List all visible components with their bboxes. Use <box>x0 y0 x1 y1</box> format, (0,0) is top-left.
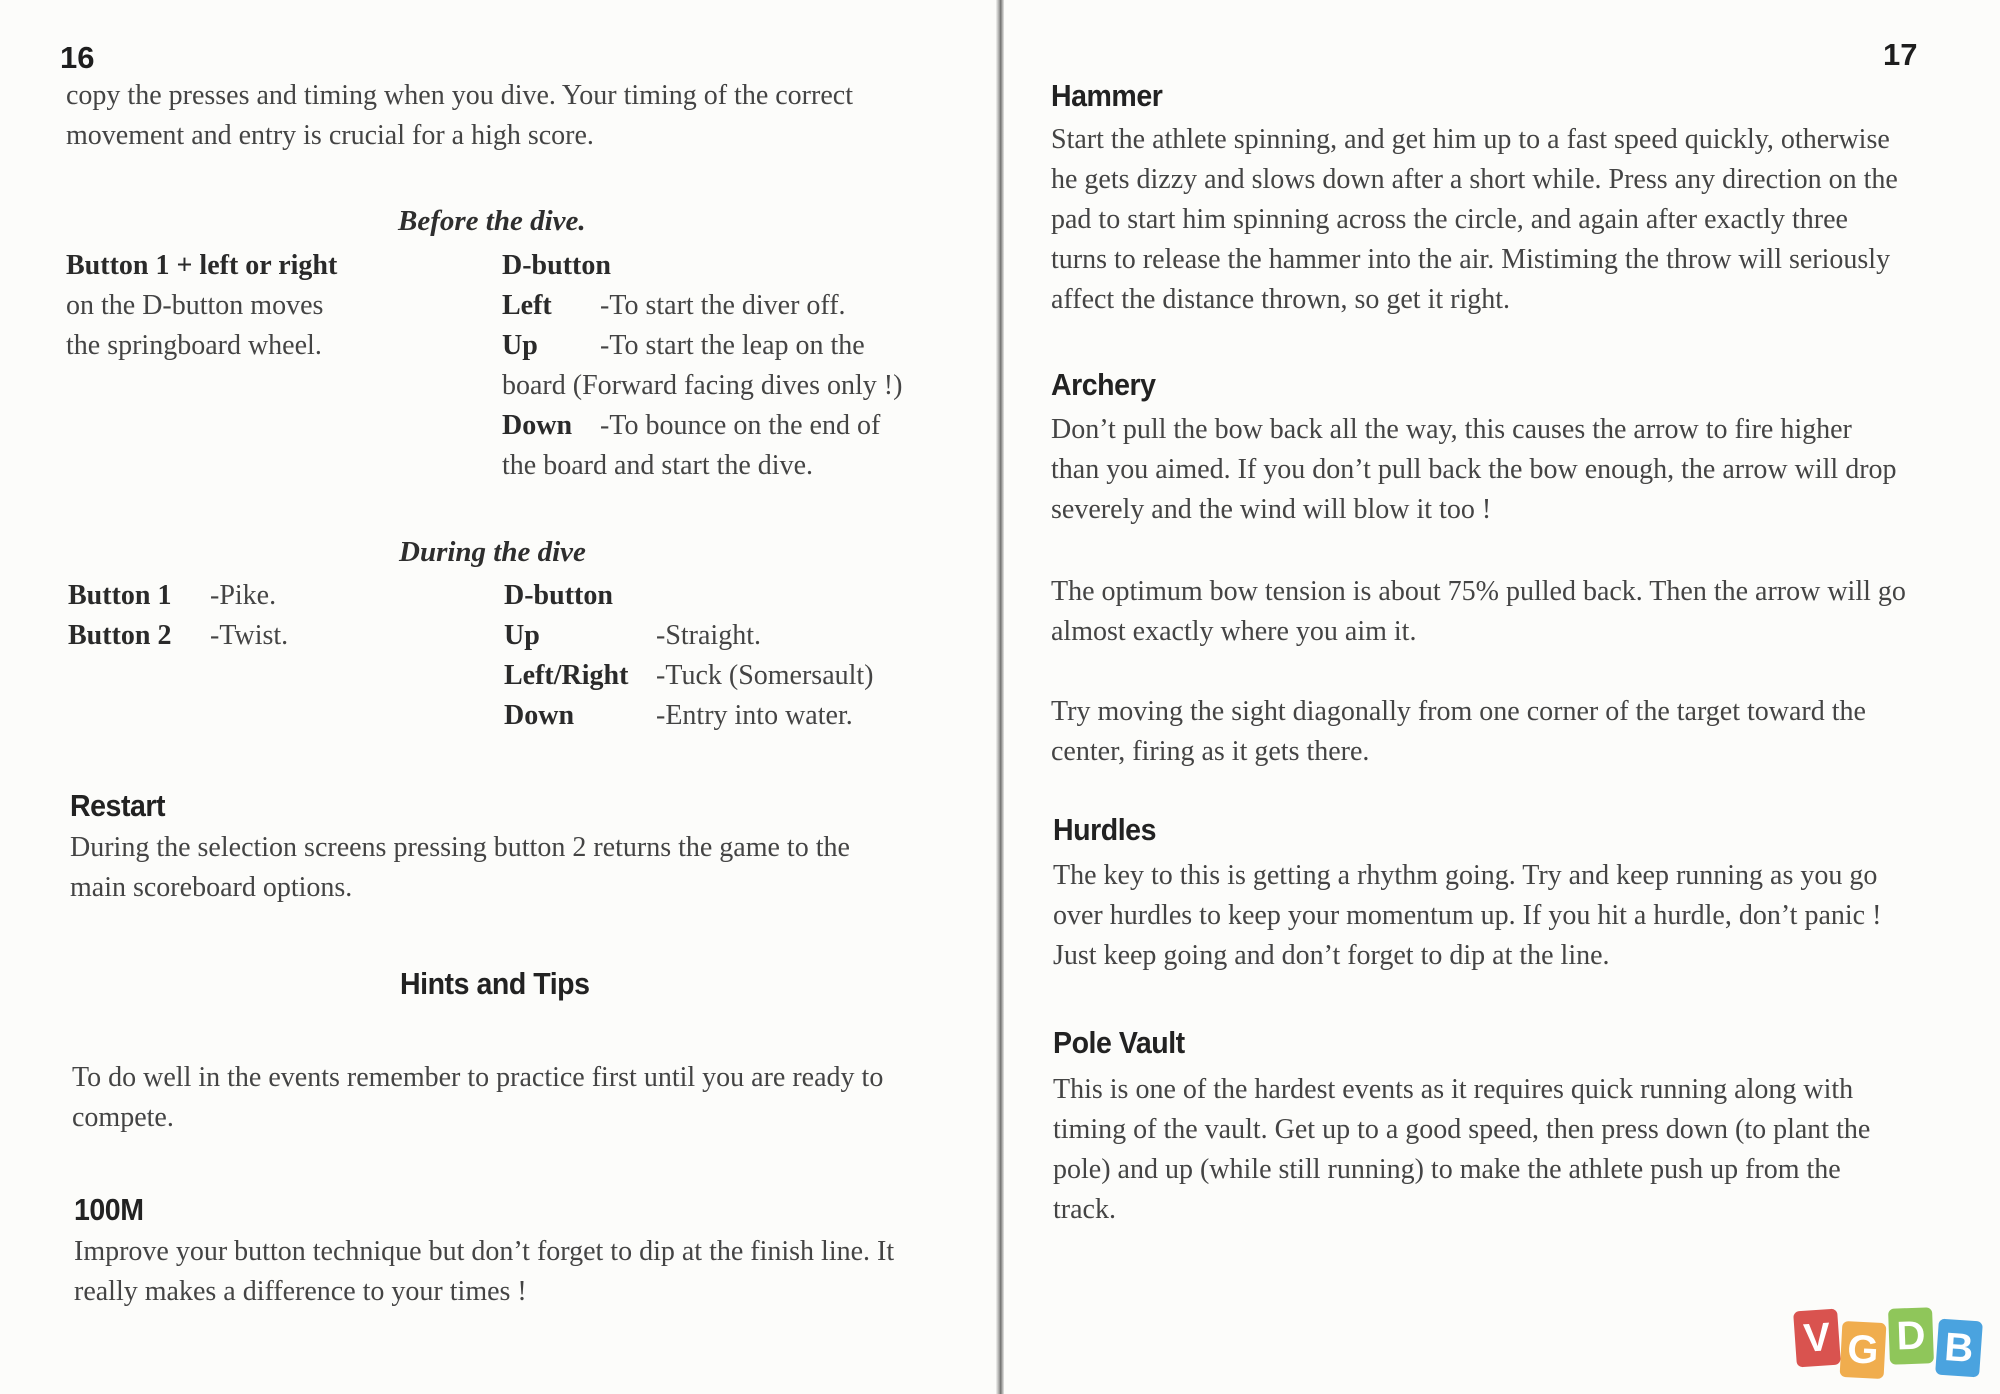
during-down-key: Down <box>504 700 575 731</box>
hammer-line-2: he gets dizzy and slows down after a short while. Press any direction on the <box>1051 164 1898 195</box>
intro-line-2: movement and entry is crucial for a high score. <box>66 120 594 151</box>
before-dive-side-note <box>66 246 337 366</box>
during-lr-key: Left/Right <box>504 660 629 691</box>
archery-p1-line-1: Don’t pull the bow back all the way, this causes the arrow to fire higher <box>1051 414 1852 445</box>
hammer-line-5: affect the distance thrown, so get it right. <box>1051 284 1511 315</box>
hints-line-2: compete. <box>72 1102 174 1133</box>
before-dive-side-line-1: on the D-button moves <box>66 290 324 321</box>
intro-line-1: copy the presses and timing when you dive. Your timing of the correct <box>66 80 853 111</box>
page-17 <box>1005 0 2000 1394</box>
before-dive-side-line-2: the springboard wheel. <box>66 330 322 361</box>
before-up-desc-2: board (Forward facing dives only !) <box>502 370 903 401</box>
book-spine <box>996 0 1004 1394</box>
restart-text <box>70 828 850 908</box>
during-down-desc: -Entry into water. <box>656 700 853 731</box>
button2-key: Button 2 <box>68 620 172 651</box>
pole-vault-line-3: pole) and up (while still running) to make the athlete push up from the <box>1053 1154 1841 1185</box>
button1-key: Button 1 <box>68 580 172 611</box>
page-number-right: 17 <box>1883 37 1918 72</box>
archery-p1-line-2: than you aimed. If you don’t pull back the bow enough, the arrow will drop <box>1051 454 1897 485</box>
hammer-heading: Hammer <box>1051 78 1163 113</box>
before-down-key: Down <box>502 410 573 441</box>
before-dive-side-label: Button 1 + left or right <box>66 250 338 281</box>
before-dbutton-label: D-button <box>502 250 611 281</box>
before-up-key: Up <box>502 330 538 361</box>
m100-heading: 100M <box>74 1192 144 1227</box>
pole-vault-text <box>1053 1070 1870 1230</box>
during-up-desc: -Straight. <box>656 620 761 651</box>
archery-p3-line-1: Try moving the sight diagonally from one corner of the target toward the <box>1051 696 1866 727</box>
hurdles-line-3: Just keep going and don’t forget to dip at the line. <box>1053 940 1610 971</box>
during-dbutton-label: D-button <box>504 580 613 611</box>
hints-line-1: To do well in the events remember to practice first until you are ready to <box>72 1062 884 1093</box>
watermark-tile-v: V <box>1793 1309 1841 1368</box>
hurdles-heading: Hurdles <box>1053 812 1156 847</box>
hammer-line-4: turns to release the hammer into the air. Mistiming the throw will seriously <box>1051 244 1891 275</box>
archery-para-2 <box>1051 572 1906 652</box>
before-left-key: Left <box>502 290 552 321</box>
before-down-desc-2: the board and start the dive. <box>502 450 814 481</box>
pole-vault-line-4: track. <box>1053 1194 1116 1225</box>
hammer-line-1: Start the athlete spinning, and get him up to a fast speed quickly, otherwise <box>1051 124 1890 155</box>
watermark-tile-b: B <box>1935 1319 1983 1378</box>
page-16 <box>0 0 995 1394</box>
m100-line-2: really makes a difference to your times ! <box>74 1276 527 1307</box>
hurdles-text <box>1053 856 1881 976</box>
vgdb-watermark-logo <box>1795 1308 1987 1382</box>
before-down-desc-1: -To bounce on the end of <box>600 410 881 441</box>
m100-text <box>74 1232 894 1312</box>
hints-heading: Hints and Tips <box>400 966 590 1001</box>
restart-line-1: During the selection screens pressing button 2 returns the game to the <box>70 832 850 863</box>
before-up-desc-1: -To start the leap on the <box>600 330 865 361</box>
during-dive-controls <box>504 576 924 736</box>
hints-text <box>72 1058 883 1138</box>
pole-vault-heading: Pole Vault <box>1053 1025 1185 1060</box>
during-up-key: Up <box>504 620 540 651</box>
m100-line-1: Improve your button technique but don’t forget to dip at the finish line. It <box>74 1236 895 1267</box>
archery-para-3 <box>1051 692 1866 772</box>
intro-text <box>66 76 853 156</box>
archery-p2-line-2: almost exactly where you aim it. <box>1051 616 1417 647</box>
hammer-text <box>1051 120 1898 320</box>
before-dive-controls <box>502 246 922 486</box>
archery-para-1 <box>1051 410 1897 530</box>
pole-vault-line-2: timing of the vault. Get up to a good speed, then press down (to plant the <box>1053 1114 1871 1145</box>
button2-desc: -Twist. <box>210 620 289 651</box>
page-number-left: 16 <box>60 40 95 75</box>
before-dive-title: Before the dive. <box>398 205 586 237</box>
archery-p3-line-2: center, firing as it gets there. <box>1051 736 1370 767</box>
watermark-tile-d: D <box>1888 1307 1934 1365</box>
archery-heading: Archery <box>1051 367 1156 402</box>
archery-p1-line-3: severely and the wind will blow it too ! <box>1051 494 1492 525</box>
hammer-line-3: pad to start him spinning across the circle, and again after exactly three <box>1051 204 1848 235</box>
hurdles-line-1: The key to this is getting a rhythm going. Try and keep running as you go <box>1053 860 1878 891</box>
during-dive-buttons <box>68 576 308 656</box>
before-left-desc: -To start the diver off. <box>600 290 846 321</box>
restart-line-2: main scoreboard options. <box>70 872 353 903</box>
watermark-tile-g: G <box>1840 1321 1887 1379</box>
pole-vault-line-1: This is one of the hardest events as it requires quick running along with <box>1053 1074 1854 1105</box>
archery-p2-line-1: The optimum bow tension is about 75% pulled back. Then the arrow will go <box>1051 576 1906 607</box>
button1-desc: -Pike. <box>210 580 277 611</box>
hurdles-line-2: over hurdles to keep your momentum up. If you hit a hurdle, don’t panic ! <box>1053 900 1882 931</box>
restart-heading: Restart <box>70 788 166 823</box>
during-dive-title: During the dive <box>399 536 586 568</box>
during-lr-desc: -Tuck (Somersault) <box>656 660 874 691</box>
